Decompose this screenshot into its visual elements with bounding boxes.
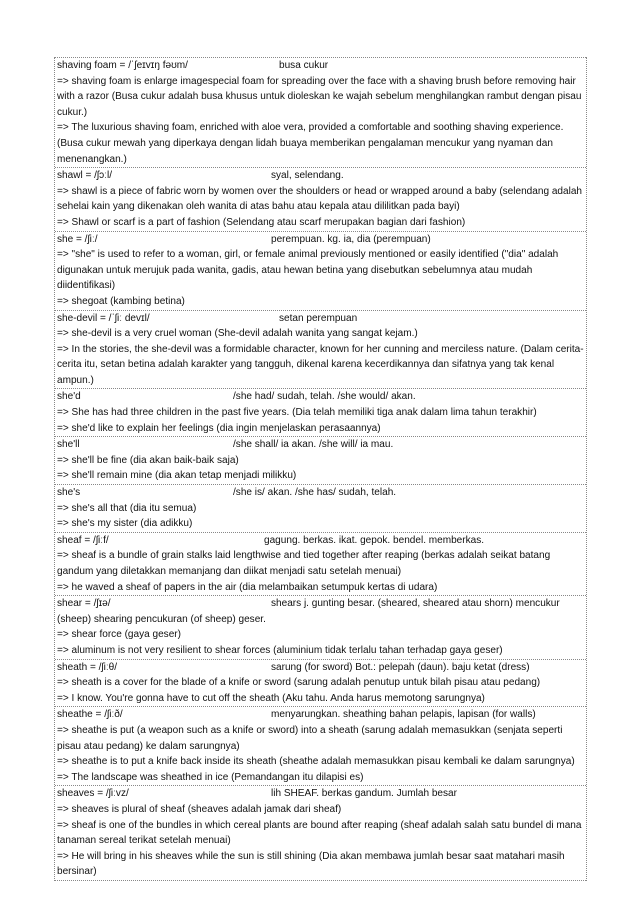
entry-headline (57, 311, 585, 327)
entry-definition: perempuan. kg. ia, dia (perempuan) (271, 233, 431, 245)
entry-term: shawl = /ʃɔːl/ (57, 170, 112, 182)
entry-headline (57, 707, 585, 723)
entry-example-line: => aluminum is not very resilient to shear forces (aluminium tidak terlalu tahan terhadap gaya geser) (57, 644, 503, 656)
entry-example-line: => she's all that (dia itu semua) (57, 502, 197, 514)
entry-example-line: => "she" is used to refer to a woman, girl, or female animal previously mentioned or easily identified ("dia" adalah digunakan untuk merujuk pada wanita, gadis, atau hewan betina yang disebutkan sebelumnya atau mudah diidentifikasi) (57, 249, 559, 292)
dictionary-entry (55, 595, 586, 658)
dictionary-entry (55, 167, 586, 230)
entry-example-line: => she'll remain mine (dia akan tetap menjadi milikku) (57, 470, 297, 482)
entry-example-line: => sheathe is put (a weapon such as a knife or sword) into a sheath (sarung adalah memasukkan (senjata seperti pisau atau pedang) ke dalam sarungnya) (57, 724, 563, 752)
entry-headline (57, 660, 585, 676)
entry-example-line: => he waved a sheaf of papers in the air (dia melambaikan setumpuk kertas di udara) (57, 581, 438, 593)
entry-example-line: => sheaves is plural of sheaf (sheaves adalah jamak dari sheaf) (57, 803, 342, 815)
entry-example-line: => shegoat (kambing betina) (57, 295, 185, 307)
entry-definition: /she had/ sudah, telah. /she would/ akan. (233, 391, 416, 403)
dictionary-entry (55, 231, 586, 310)
entry-headline (57, 786, 585, 802)
entry-example-line: => sheaf is a bundle of grain stalks laid lengthwise and tied together after reaping (berkas adalah seikat batang gandum yang diletakkan memanjang dan diikat menjadi satu setelah menuai) (57, 550, 551, 577)
entry-example-line: => sheathe is to put a knife back inside its sheath (sheathe adalah memasukkan pisau kembali ke dalam sarungnya) (57, 756, 575, 768)
entry-definition: menyarungkan. sheathing bahan pelapis, lapisan (for walls) (271, 709, 536, 721)
entry-definition: shears j. gunting besar. (sheared, sheared atau shorn) mencukur (271, 598, 560, 610)
entry-definition: /she shall/ ia akan. /she will/ ia mau. (233, 439, 394, 451)
entry-term: she'd (57, 391, 81, 403)
entry-example-line: => The luxurious shaving foam, enriched with aloe vera, provided a comfortable and soothing shaving experience. (Busa cukur mewah yang diperkaya dengan lidah buaya memberikan pengalaman mencukur yang nyaman dan menenangkan.) (57, 122, 564, 165)
dictionary-entry (55, 388, 586, 436)
entry-example-line: => she's my sister (dia adikku) (57, 518, 193, 530)
entry-example-line: => In the stories, the she-devil was a formidable character, known for her cunning and merciless nature. (Dalam cerita-cerita itu, setan betina adalah karakter yang tangguh, dikenal karena kecerdikannya dan sifatnya yang tak kenal ampun.) (57, 343, 584, 386)
dictionary-entry (55, 785, 586, 881)
entry-headline (57, 437, 585, 453)
entry-definition: gagung. berkas. ikat. gepok. bendel. memberkas. (264, 534, 485, 546)
entry-term: shaving foam = /ˈʃeɪvɪŋ fəʊm/ (57, 60, 188, 71)
entry-definition: sarung (for sword) Bot.: pelepah (daun). baju ketat (dress) (271, 661, 530, 673)
entry-term: sheaves = /ʃiːvz/ (57, 788, 129, 800)
entry-definition: busa cukur (279, 60, 329, 71)
dictionary-entry (55, 436, 586, 484)
entry-definition: /she is/ akan. /she has/ sudah, telah. (233, 487, 397, 499)
entry-definition: lih SHEAF. berkas gandum. Jumlah besar (271, 788, 457, 800)
dictionary-page (54, 57, 587, 881)
entry-example-line: => I know. You're gonna have to cut off the sheath (Aku tahu. Anda harus memotong sarungnya) (57, 692, 485, 704)
entry-headline (57, 168, 585, 184)
entry-example-line: => She has had three children in the past five years. (Dia telah memiliki tiga anak dalam lima tahun terakhir) (57, 407, 537, 419)
entry-term: she'll (57, 439, 80, 451)
entry-term: sheaf = /ʃiːf/ (57, 534, 109, 546)
entry-headline (57, 533, 585, 549)
entry-example-line: => she-devil is a very cruel woman (She-devil adalah wanita yang sangat kejam.) (57, 328, 418, 340)
entry-example-line: (sheep) shearing pencukuran (of sheep) geser. (57, 613, 266, 625)
entry-headline (57, 232, 585, 248)
entry-example-line: => The landscape was sheathed in ice (Pemandangan itu dilapisi es) (57, 771, 364, 783)
entry-example-line: => shaving foam is enlarge imagespecial foam for spreading over the face with a shaving brush before removing hair with a razor (Busa cukur adalah busa khusus untuk dioleskan ke wajah sebelum menghilangkan rambut dengan pisau cukur.) (57, 75, 582, 118)
entry-example-line: => sheath is a cover for the blade of a knife or sword (sarung adalah penutup untuk bilah pisau atau pedang) (57, 677, 541, 689)
entry-example-line: => sheaf is one of the bundles in which cereal plants are bound after reaping (sheaf adalah salah satu bundel di mana tanaman sereal terikat setelah menuai) (57, 819, 582, 847)
entry-term: she-devil = /ˈʃiː devɪl/ (57, 312, 150, 324)
entry-headline (57, 389, 585, 405)
dictionary-entry (55, 706, 586, 785)
entry-term: sheath = /ʃiːθ/ (57, 661, 118, 673)
entry-term: sheathe = /ʃiːð/ (57, 709, 123, 721)
entry-headline (57, 58, 585, 74)
entry-example-line: => she'll be fine (dia akan baik-baik saja) (57, 454, 239, 466)
dictionary-entry (55, 57, 586, 167)
dictionary-entry (55, 659, 586, 707)
entry-definition: syal, selendang. (271, 170, 344, 182)
entry-term: she's (57, 487, 81, 499)
entry-term: she = /ʃiː/ (57, 233, 98, 245)
entry-term: shear = /ʃɪə/ (57, 598, 111, 610)
entry-headline (57, 485, 585, 501)
entry-example-line: => she'd like to explain her feelings (dia ingin menjelaskan perasaannya) (57, 422, 381, 434)
dictionary-entry (55, 484, 586, 532)
dictionary-entry (55, 532, 586, 595)
entry-headline (57, 596, 585, 612)
entry-example-line: => Shawl or scarf is a part of fashion (Selendang atau scarf merupakan bagian dari fashion) (57, 216, 466, 228)
entry-example-line: => He will bring in his sheaves while the sun is still shining (Dia akan membawa jumlah besar saat matahari masih bersinar) (57, 850, 565, 878)
entry-example-line: => shawl is a piece of fabric worn by women over the shoulders or head or wrapped around a baby (selendang adalah sehelai kain yang dikenakan oleh wanita di atas bahu atau kepala atau dililitkan pada bayi) (57, 185, 582, 213)
dictionary-entry (55, 310, 586, 389)
entry-example-line: => shear force (gaya geser) (57, 629, 181, 641)
entry-definition: setan perempuan (279, 312, 358, 324)
